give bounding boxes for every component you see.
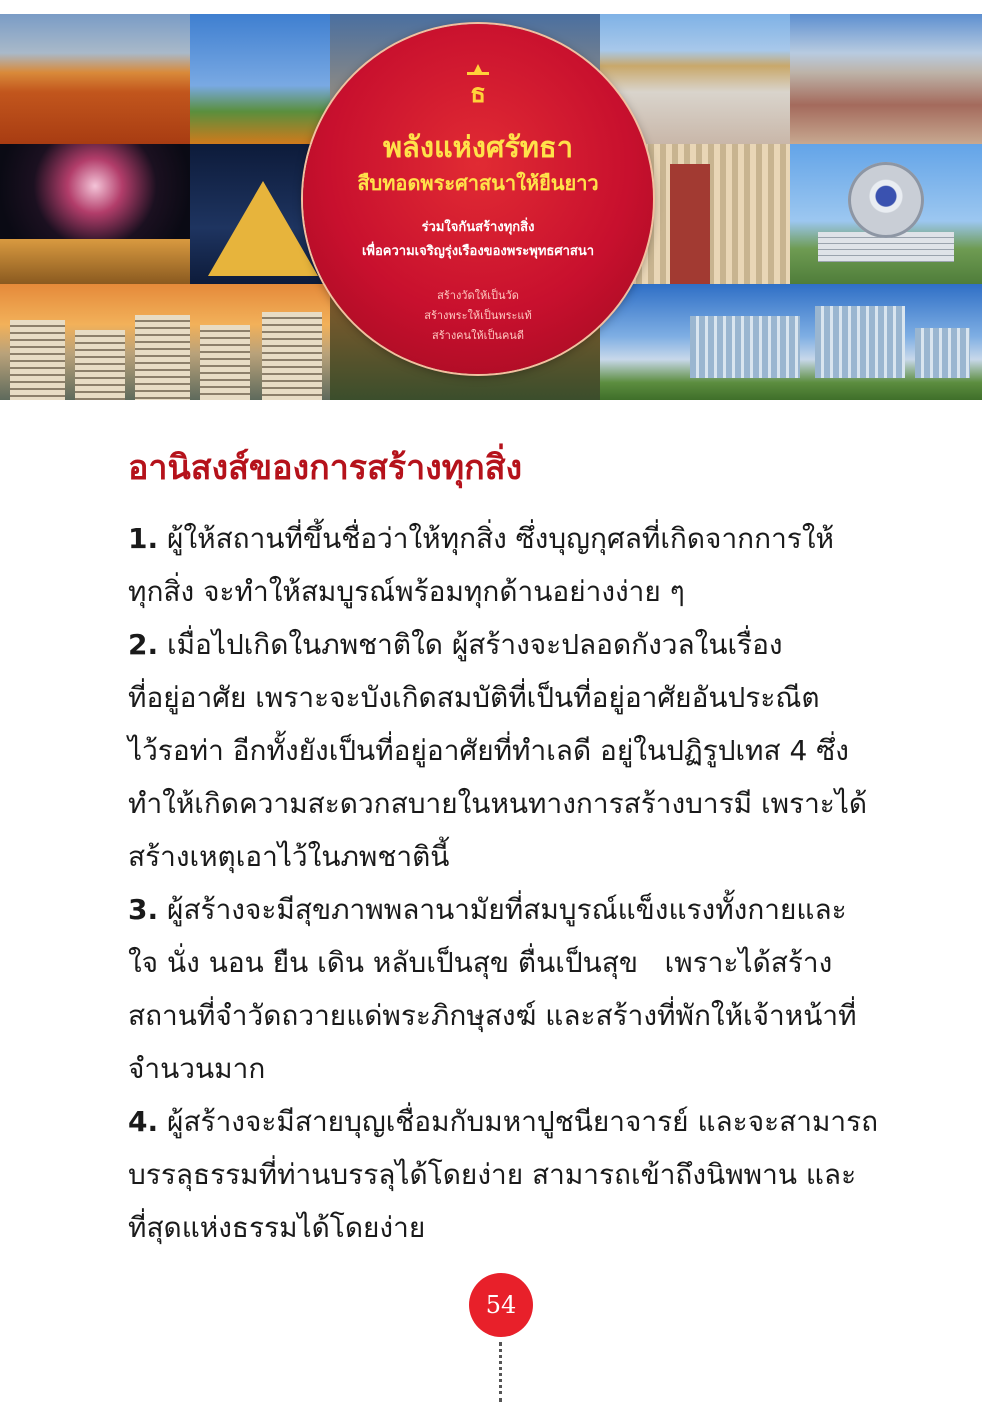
list-item-line: สถานที่จำวัดถวายแด่พระภิกษุสงฆ์ และสร้างที่พักให้เจ้าหน้าที่ [128,999,857,1032]
seal-emblem-icon [459,62,497,106]
item-number: 4. [128,1105,159,1138]
seal-title-1: พลังแห่งศรัทธา [382,130,574,164]
list-item-line: ทำให้เกิดความสะดวกสบายในหนทางการสร้างบารมี เพราะได้ [128,787,868,820]
seal-motto-1: สร้างวัดให้เป็นวัด [437,289,519,302]
photo-monks-gathering [0,14,190,144]
list-item-line: จำนวนมาก [128,1052,266,1085]
list-item-line [128,512,858,565]
dotted-divider [499,1342,502,1402]
list-item-line: ไว้รอท่า อีกทั้งยังเป็นที่อยู่อาศัยที่ทำเลดี อยู่ในปฏิรูปเทส 4 ซึ่ง [128,734,849,767]
photo-dhammakaya-pagoda [790,144,982,284]
page-number-badge: 54 [469,1273,533,1337]
seal-motto-3: สร้างคนให้เป็นคนดี [432,329,524,342]
list-item-line: ใจ นั่ง นอน ยืน เดิน หลับเป็นสุข ตื่นเป็นสุข เพราะได้สร้าง [128,946,833,979]
list-item-line [128,1095,879,1148]
list-item-line: บรรลุธรรมที่ท่านบรรลุได้โดยง่าย สามารถเข้าถึงนิพพาน และ [128,1158,857,1191]
banner-collage [0,14,982,400]
list-item-line [128,883,858,936]
photo-modern-buildings [600,284,982,400]
photo-fireworks-ceremony [0,144,190,284]
list-item-line: ที่อยู่อาศัย เพราะจะบังเกิดสมบัติที่เป็นที่อยู่อาศัยอันประณีต [128,681,820,714]
item-text: เมื่อไปเกิดในภพชาติใด ผู้สร้างจะปลอดกังวลในเรื่อง [167,628,783,661]
list-item-line: ที่สุดแห่งธรรมได้โดยง่าย [128,1211,426,1244]
item-number: 1. [128,522,159,555]
item-text: ผู้สร้างจะมีสุขภาพพลานามัยที่สมบูรณ์แข็งแรงทั้งกายและ [167,893,847,926]
svg-text:ธ: ธ [470,79,486,106]
list-item-line: สร้างเหตุเอาไว้ในภพชาตินี้ [128,840,450,873]
seal-title-2: สืบทอดพระศาสนาให้ยืนยาว [357,171,599,195]
page-heading: อานิสงส์ของการสร้างทุกสิ่ง [128,448,523,488]
benefits-list [128,512,879,1254]
seal-motto-2: สร้างพระให้เป็นพระแท้ [424,309,532,322]
item-text: ผู้ให้สถานที่ขึ้นชื่อว่าให้ทุกสิ่ง ซึ่งบุญกุศลที่เกิดจากการให้ [167,522,834,555]
photo-dormitory-buildings [0,284,340,400]
item-text: ผู้สร้างจะมีสายบุญเชื่อมกับมหาปูชนียาจารย์ และจะสามารถ [167,1105,879,1138]
item-number: 3. [128,893,159,926]
list-item-line: ทุกสิ่ง จะทำให้สมบูรณ์พร้อมทุกด้านอย่างง่าย ๆ [128,575,685,608]
list-item-line [128,618,858,671]
item-number: 2. [128,628,159,661]
seal-subtitle-2: เพื่อความเจริญรุ่งเรืองของพระพุทธศาสนา [361,244,595,259]
seal-subtitle-1: ร่วมใจกันสร้างทุกสิ่ง [421,220,535,235]
photo-mass-ordination [790,14,982,144]
red-seal-circle [303,24,653,374]
